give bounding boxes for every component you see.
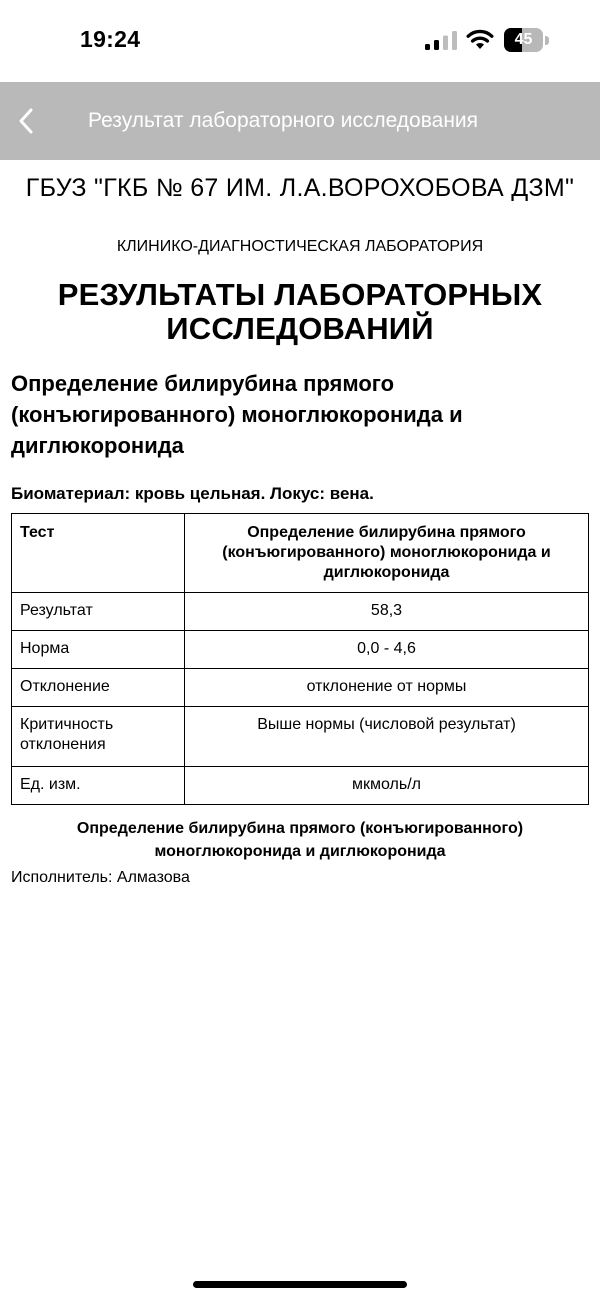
battery-body — [504, 28, 543, 52]
row-label-deviation: Отклонение — [12, 669, 185, 707]
row-value-criticality: Выше нормы (числовой результат) — [185, 707, 589, 767]
table-row — [12, 707, 589, 767]
document-title: РЕЗУЛЬТАТЫ ЛАБОРАТОРНЫХ ИССЛЕДОВАНИЙ — [57, 277, 543, 346]
laboratory-name: КЛИНИКО-ДИАГНОСТИЧЕСКАЯ ЛАБОРАТОРИЯ — [116, 238, 484, 255]
row-value-norm: 0,0 - 4,6 — [185, 631, 589, 669]
back-button[interactable] — [8, 96, 52, 146]
app-header — [0, 82, 600, 160]
wifi-icon — [466, 28, 494, 50]
status-bar — [0, 0, 600, 82]
footer-test-name: Определение билирубина прямого (конъюгированного) моноглюкоронида и диглюкоронида — [76, 820, 524, 860]
row-label-criticality: Критичность отклонения — [12, 707, 185, 767]
status-time: 19:24 — [80, 26, 141, 52]
row-label-result: Результат — [12, 593, 185, 631]
row-label-unit: Ед. изм. — [12, 767, 185, 805]
table-header-label: Тест — [12, 514, 185, 593]
table-row — [12, 669, 589, 707]
battery-cap — [545, 36, 549, 45]
performer-info: Исполнитель: Алмазова — [11, 869, 190, 886]
table-header-row — [12, 514, 589, 593]
table-row — [12, 767, 589, 805]
organization-name: ГБУЗ "ГКБ № 67 ИМ. Л.А.ВОРОХОБОВА ДЗМ" — [25, 174, 575, 202]
table-row — [12, 631, 589, 669]
cellular-signal-icon — [425, 31, 457, 50]
test-title: Определение билирубина прямого (конъюгированного) моноглюкоронида и диглюкоронида — [11, 371, 463, 458]
table-header-value: Определение билирубина прямого (конъюгированного) моноглюкоронида и диглюкоронида — [185, 514, 589, 593]
biomaterial-info: Биоматериал: кровь цельная. Локус: вена. — [11, 484, 374, 503]
table-row — [12, 593, 589, 631]
row-value-unit: мкмоль/л — [185, 767, 589, 805]
row-value-result: 58,3 — [185, 593, 589, 631]
home-indicator[interactable] — [193, 1281, 407, 1288]
battery-level: 45 — [514, 31, 533, 48]
header-title: Результат лабораторного исследования — [88, 109, 479, 132]
chevron-left-icon — [18, 108, 34, 134]
row-value-deviation: отклонение от нормы — [185, 669, 589, 707]
results-table — [11, 513, 589, 805]
battery-icon — [504, 28, 548, 52]
row-label-norm: Норма — [12, 631, 185, 669]
